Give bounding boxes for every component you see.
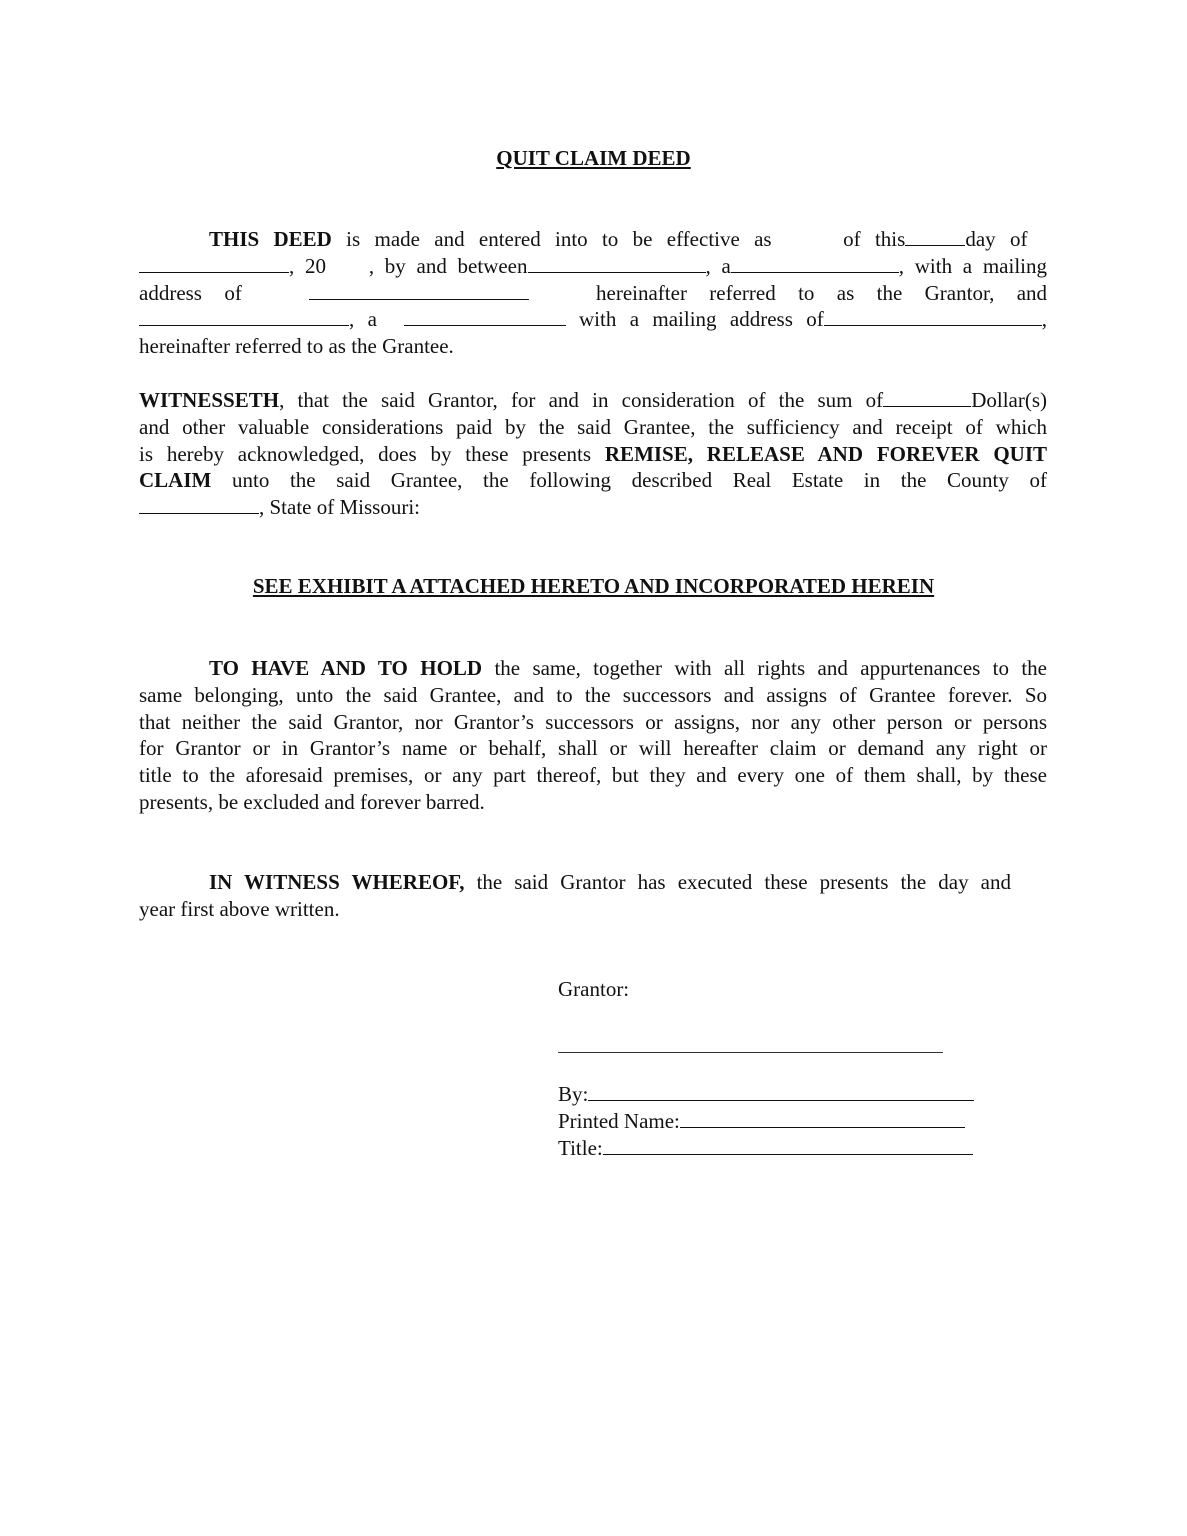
intro-line-3: address of hereinafter referred to as the Grantor, and <box>139 280 1048 305</box>
blank-grantor-name[interactable] <box>528 254 706 273</box>
by-row: By: <box>558 1081 974 1108</box>
blank-month[interactable] <box>139 254 289 273</box>
witness-paragraph <box>139 869 1011 923</box>
blank-day[interactable] <box>905 227 965 246</box>
intro-line-1: THIS DEED is made and entered into to be effective as of this day of <box>209 227 1028 251</box>
printed-name-field[interactable] <box>680 1109 965 1128</box>
witnesseth-lead: WITNESSETH <box>139 388 280 412</box>
document-title: QUIT CLAIM DEED <box>496 146 691 170</box>
habendum-line-4: for Grantor or in Grantor’s name or behalf, shall or will hereafter claim or demand any right or <box>139 736 1047 761</box>
habendum-line-6: presents, be excluded and forever barred. <box>139 789 485 814</box>
printed-name-row: Printed Name: <box>558 1108 974 1135</box>
witnesseth-line-1: WITNESSETH, that the said Grantor, for and in consideration of the sum of Dollar(s) <box>139 388 1047 412</box>
habendum-line-2: same belonging, unto the said Grantee, and to the successors and assigns of Grantee forever. So <box>139 682 1047 707</box>
grantor-label: Grantor: <box>558 977 630 1001</box>
title-field[interactable] <box>603 1136 973 1155</box>
blank-grantor-address[interactable] <box>309 281 529 300</box>
witnesseth-line-5: , State of Missouri: <box>139 494 1047 521</box>
habendum-paragraph <box>139 655 1047 816</box>
intro-paragraph <box>139 226 1047 360</box>
title-row: Title: <box>558 1135 974 1162</box>
witnesseth-line-3: is hereby acknowledged, does by these presents REMISE, RELEASE AND FOREVER QUIT <box>139 441 1047 466</box>
witnesseth-line-2: and other valuable considerations paid by the said Grantee, the sufficiency and receipt of which <box>139 414 1047 439</box>
intro-line-2: , 20 , by and between , a , with a mailing <box>139 253 1047 280</box>
witnesseth-line-4: CLAIM unto the said Grantee, the following described Real Estate in the County of <box>139 468 1048 493</box>
blank-sum[interactable] <box>883 388 971 407</box>
habendum-line-1: TO HAVE AND TO HOLD the same, together with all rights and appurtenances to the <box>209 656 1047 680</box>
witness-line-1: IN WITNESS WHEREOF, the said Grantor has executed these presents the day and <box>209 870 1011 894</box>
habendum-line-3: that neither the said Grantor, nor Grantor’s successors or assigns, nor any other person or persons <box>139 709 1047 734</box>
blank-county[interactable] <box>139 495 259 514</box>
witnesseth-paragraph <box>139 387 1047 521</box>
habendum-line-5: title to the aforesaid premises, or any part thereof, but they and every one of them shall, by these <box>139 763 1047 788</box>
intro-line-5: hereinafter referred to as the Grantee. <box>139 334 454 359</box>
intro-line-4: , a with a mailing address of , <box>139 306 1047 333</box>
blank-grantee-name[interactable] <box>139 307 349 326</box>
blank-grantee-type[interactable] <box>404 307 566 326</box>
intro-lead: THIS DEED <box>209 227 332 251</box>
witness-lead: IN WITNESS WHEREOF, <box>209 870 465 894</box>
by-field[interactable] <box>588 1082 974 1101</box>
blank-grantee-address[interactable] <box>824 307 1042 326</box>
habendum-lead: TO HAVE AND TO HOLD <box>209 656 483 680</box>
blank-grantor-type[interactable] <box>731 254 899 273</box>
grantor-signature-line[interactable] <box>558 1052 943 1053</box>
signature-fields <box>558 1081 974 1162</box>
witness-line-2: year first above written. <box>139 896 340 921</box>
exhibit-reference: SEE EXHIBIT A ATTACHED HERETO AND INCORPORATED HEREIN <box>252 574 935 598</box>
